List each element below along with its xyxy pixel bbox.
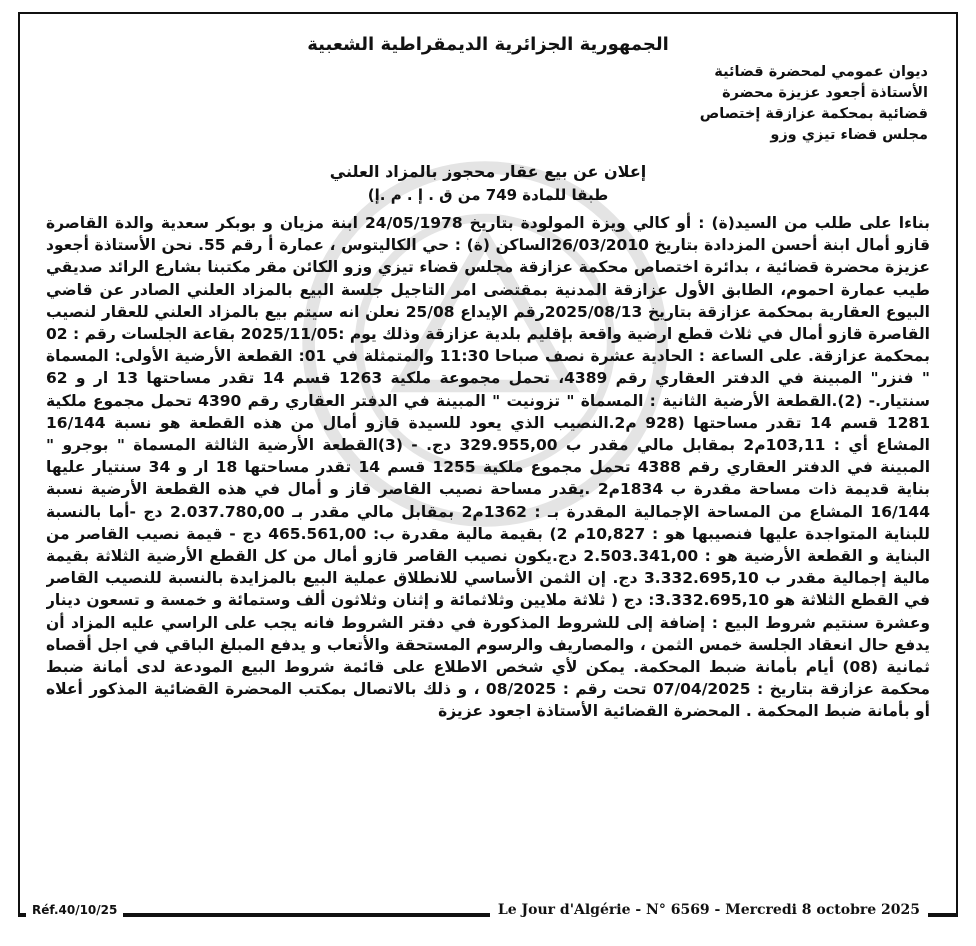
republic-header: الجمهورية الجزائرية الديمقراطية الشعبية — [307, 34, 669, 55]
reference-number: Réf.40/10/25 — [26, 903, 123, 917]
office-line-3: قضائية بمحكمة عزازقة إختصاص — [699, 106, 928, 122]
office-line-1: ديوان عمومي لمحضرة قضائية — [714, 64, 928, 80]
notice-frame — [18, 12, 958, 917]
journal-credit: Le Jour d'Algérie - N° 6569 - Mercredi 8 octobre 2025 — [490, 902, 928, 918]
page-footer — [18, 902, 958, 924]
bailiff-office-block — [700, 62, 928, 146]
notice-subtitle: طبقا للمادة 749 من ق . إ . م .إ) — [367, 186, 609, 204]
notice-body: بناءا على طلب من السيد(ة) : أو كالي ويزة المولودة بتاريخ 24/05/1978 ابنة مزيان و بوبكر سعدية والدة القاصرة قازو أمال ابنة أحسن المزدادة بتاريخ 26/03/2010الساكن (ة) : حي الكاليتوس ، عمارة أ رقم 55. نحن الأستاذة أجعود عزيزة محضرة قضائية ، بدائرة اختصاص محكمة عزازقة مجلس قضاء تيزي وزو الكائن مقر مكتبنا بشارع الرائد صديقي طيب عمارة احموم، الطابق الأول عزازقة المدنية بمقتضى امر التاجيل جلسة البيع بالمزاد العلني الصادر عن قاضي البيوع العقارية بمحكمة عزازقة بتاريخ 2025/08/13رقم الإيداع 25/08 نعلن انه سيتم بيع بالمزاد العلني للعقار لنصيب القاصرة قازو أمال في ثلاث قطع ارضية واقعة بإقليم بلدية عزازقة وذلك يوم :2025/11/05 بقاعة الجلسات رقم : 02 بمحكمة عزازقة. على الساعة : الحادية عشرة نصف صباحا 11:30 والمتمثلة في 01: القطعة الأرضية الأولى: المسماة " فنزر" المبينة في الدفتر العقاري رقم 4389، تحمل مجموعة ملكية 1263 قسم 14 تقدر مساحتها 13 ار و 62 سنتيار.- (2).القطعة الأرضية الثانية : المسماة " تزونيت " المبينة في الدفتر العقاري رقم 4390 تحمل مجموع ملكية 1281 قسم 14 تقدر مساحتها (928 م2.النصيب الذي يعود للسيدة قازو أمال من هذه القطعة هو نسبة 16/144 المشاع أي : 103,11م2 بمقابل مالي مقدر ب 329.955,00 دج. - (3)القطعة الأرضية الثالثة المسماة " بوجرو " المبينة في الدفتر العقاري رقم 4388 تحمل مجموع ملكية 1255 قسم 14 تقدر مساحتها 18 ار و 34 سنتيار عليها بناية قديمة ذات مساحة مقدرة ب 1834م2 .يقدر مساحة نصيب القاصر قاز و أمال في هذه القطعة الأرضية نسبة 16/144 المشاع من المساحة الإجمالية المقدرة بـ : 1362م2 بمقابل مالي مقدر بـ 2.037.780,00 دج -أما بالنسبة للبناية المتواجدة عليها فنصيبها هو : 10,827م 2) بقيمة مالية مقدرة ب: 465.561,00 دج - قيمة نصيب القاصر من البناية و القطعة الأرضية هو : 2.503.341,00 دج.يكون نصيب القاصر قازو أمال من كل القطع الأرضية الثلاثة بقيمة مالية إجمالية مقدر ب 3.332.695,10 دج. إن الثمن الأساسي للانطلاق عملية البيع بالمزايدة بالنسبة للنصيب القاصر في القطع الثلاثة هو 3.332.695,10: دج ( ثلاثة ملايين وثلاثمائة و إثنان وثلاثون ألف وستمائة و خمسة و تسعون دينار وعشرة سنتيم شروط البيع : إضافة إلى للشروط المذكورة في دفتر الشروط فانه يجب على الراسي عليه المزاد أن يدفع حال انعقاد الجلسة خمس الثمن ، والمصاريف والرسوم المستحقة والأتعاب و يدفع المبلغ الباقي في اجل أقصاه ثمانية (08) أيام بأمانة ضبط المحكمة. يمكن لأي شخص الاطلاع على قائمة شروط البيع المودعة لدى أمانة ضبط محكمة عزازقة بتاريخ : 07/04/2025 تحت رقم : 08/2025 ، و ذلك بالاتصال بمكتب المحضرة القضائية المذكور أعلاه أو بأمانة ضبط المحكمة . المحضرة القضائية الأستاذة اجعود عزيزة — [46, 214, 930, 721]
notice-title: إعلان عن بيع عقار محجوز بالمزاد العلني — [329, 162, 647, 181]
office-line-2: الأستاذة أجعود عزيزة محضرة — [722, 85, 928, 101]
office-line-4: مجلس قضاء تيزي وزو — [770, 127, 928, 143]
